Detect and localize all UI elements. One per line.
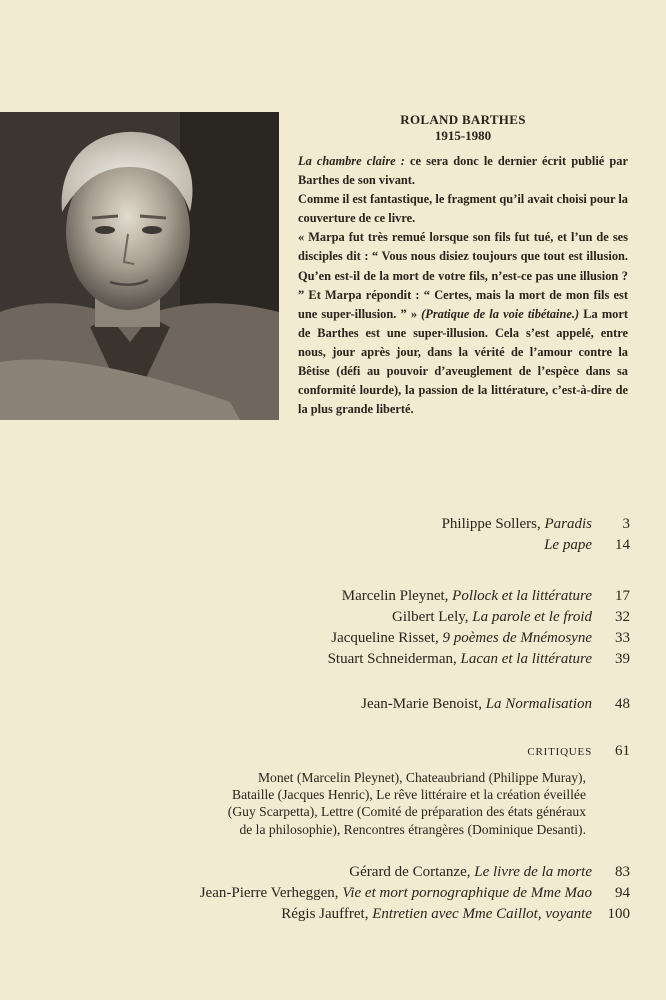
toc-title: Le pape [544,537,592,553]
toc-title: La parole et le froid [472,609,592,625]
toc-entry [120,586,630,607]
toc-page: 48 [615,696,630,712]
toc-entry [120,862,630,883]
toc-entry [120,514,630,535]
bio-dates: 1915-1980 [434,128,492,143]
toc-page: 17 [615,588,630,604]
critiques-line: Monet (Marcelin Pleynet), Chateaubriand (Philippe Muray), [257,770,586,785]
toc-page: 100 [607,905,630,922]
toc-title: Vie et mort pornographique de Mme Mao [342,884,592,901]
toc-entry [120,904,630,925]
toc-page: 3 [622,516,630,532]
portrait-photo [0,112,279,420]
bio-paragraph-2: Comme il est fantastique, le fragment qu’il avait choisi pour la couverture de ce livre. [298,192,628,226]
toc-section-label: CRITIQUES [527,746,592,758]
toc-author: Philippe Sollers, [441,516,545,532]
toc-entry [120,649,630,670]
toc-page: 33 [615,630,630,646]
toc-entry [120,883,630,904]
toc-entry [120,628,630,649]
bio-quote-source: (Pratique de la voie tibétaine.) [421,306,580,321]
toc-page: 32 [615,609,630,625]
bio-paragraph-3 [298,228,628,419]
toc-title: Paradis [544,516,592,532]
toc-author: Gérard de Cortanze, [349,863,475,880]
toc-page: 83 [615,863,630,880]
bio-quote: « Marpa fut très remué lorsque son fils fut tué, et l’un de ses disciples dit : “ Vous nous disiez toujours que tout est illusion. Qu’en est-il de la mort de votre fils, n’est-ce pas une illusion ? ” Et Marpa répondit : “ Certes, mais la mort de mon fils est une super-illusion. ” » [298,230,628,321]
toc-entry [120,607,630,628]
bio-paragraph-1 [298,152,628,190]
toc-author: Jacqueline Risset, [331,630,443,646]
toc-title: 9 poèmes de Mnémosyne [442,630,592,646]
bio-book-title: La chambre claire : [298,154,405,168]
bio-paragraph-1-text: ce sera donc le dernier écrit publié par Barthes de son vivant. [298,154,628,188]
biography-block [298,112,628,419]
toc-critiques-header [120,741,630,763]
toc-author: Marcelin Pleynet, [341,588,453,604]
toc-page: 61 [615,743,630,759]
toc-author: Régis Jauffret, [281,905,373,922]
bio-name: ROLAND BARTHES [400,112,526,127]
toc-author: Jean-Marie Benoist, [361,696,486,712]
toc-title: Lacan et la littérature [460,651,592,667]
critiques-line: (Guy Scarpetta), Lettre (Comité de préparation des états généraux [227,804,586,820]
critiques-list [120,769,630,838]
toc-title: Le livre de la morte [474,863,592,880]
portrait-illustration [0,112,279,420]
table-of-contents [120,514,630,925]
toc-title: La Normalisation [485,696,592,712]
bio-paragraph-3-text: La mort de Barthes est une super-illusion. Cela s’est appelé, entre nous, jour après jour, dans la vérité de l’amour contre la Bêtise (défi au pouvoir d’aveuglement de l’espèce dans sa conformité lourde), la passion de la littérature, c’est-à-dire de la plus grande liberté. [298,306,628,417]
critiques-line: Bataille (Jacques Henric), Le rêve littéraire et la création éveillée [232,787,586,803]
bio-text [298,152,628,419]
toc-author: Jean-Pierre Verheggen, [199,884,343,901]
toc-page: 39 [615,651,630,667]
toc-page: 14 [615,537,630,553]
toc-author: Gilbert Lely, [392,609,473,625]
toc-title: Entretien avec Mme Caillot, voyante [372,905,592,922]
toc-entry [120,535,630,556]
critiques-line: de la philosophie), Rencontres étrangères (Dominique Desanti). [239,821,586,837]
toc-title: Pollock et la littérature [452,588,592,604]
toc-page: 94 [615,884,630,901]
toc-author: Stuart Schneiderman, [327,651,461,667]
toc-entry [120,694,630,715]
